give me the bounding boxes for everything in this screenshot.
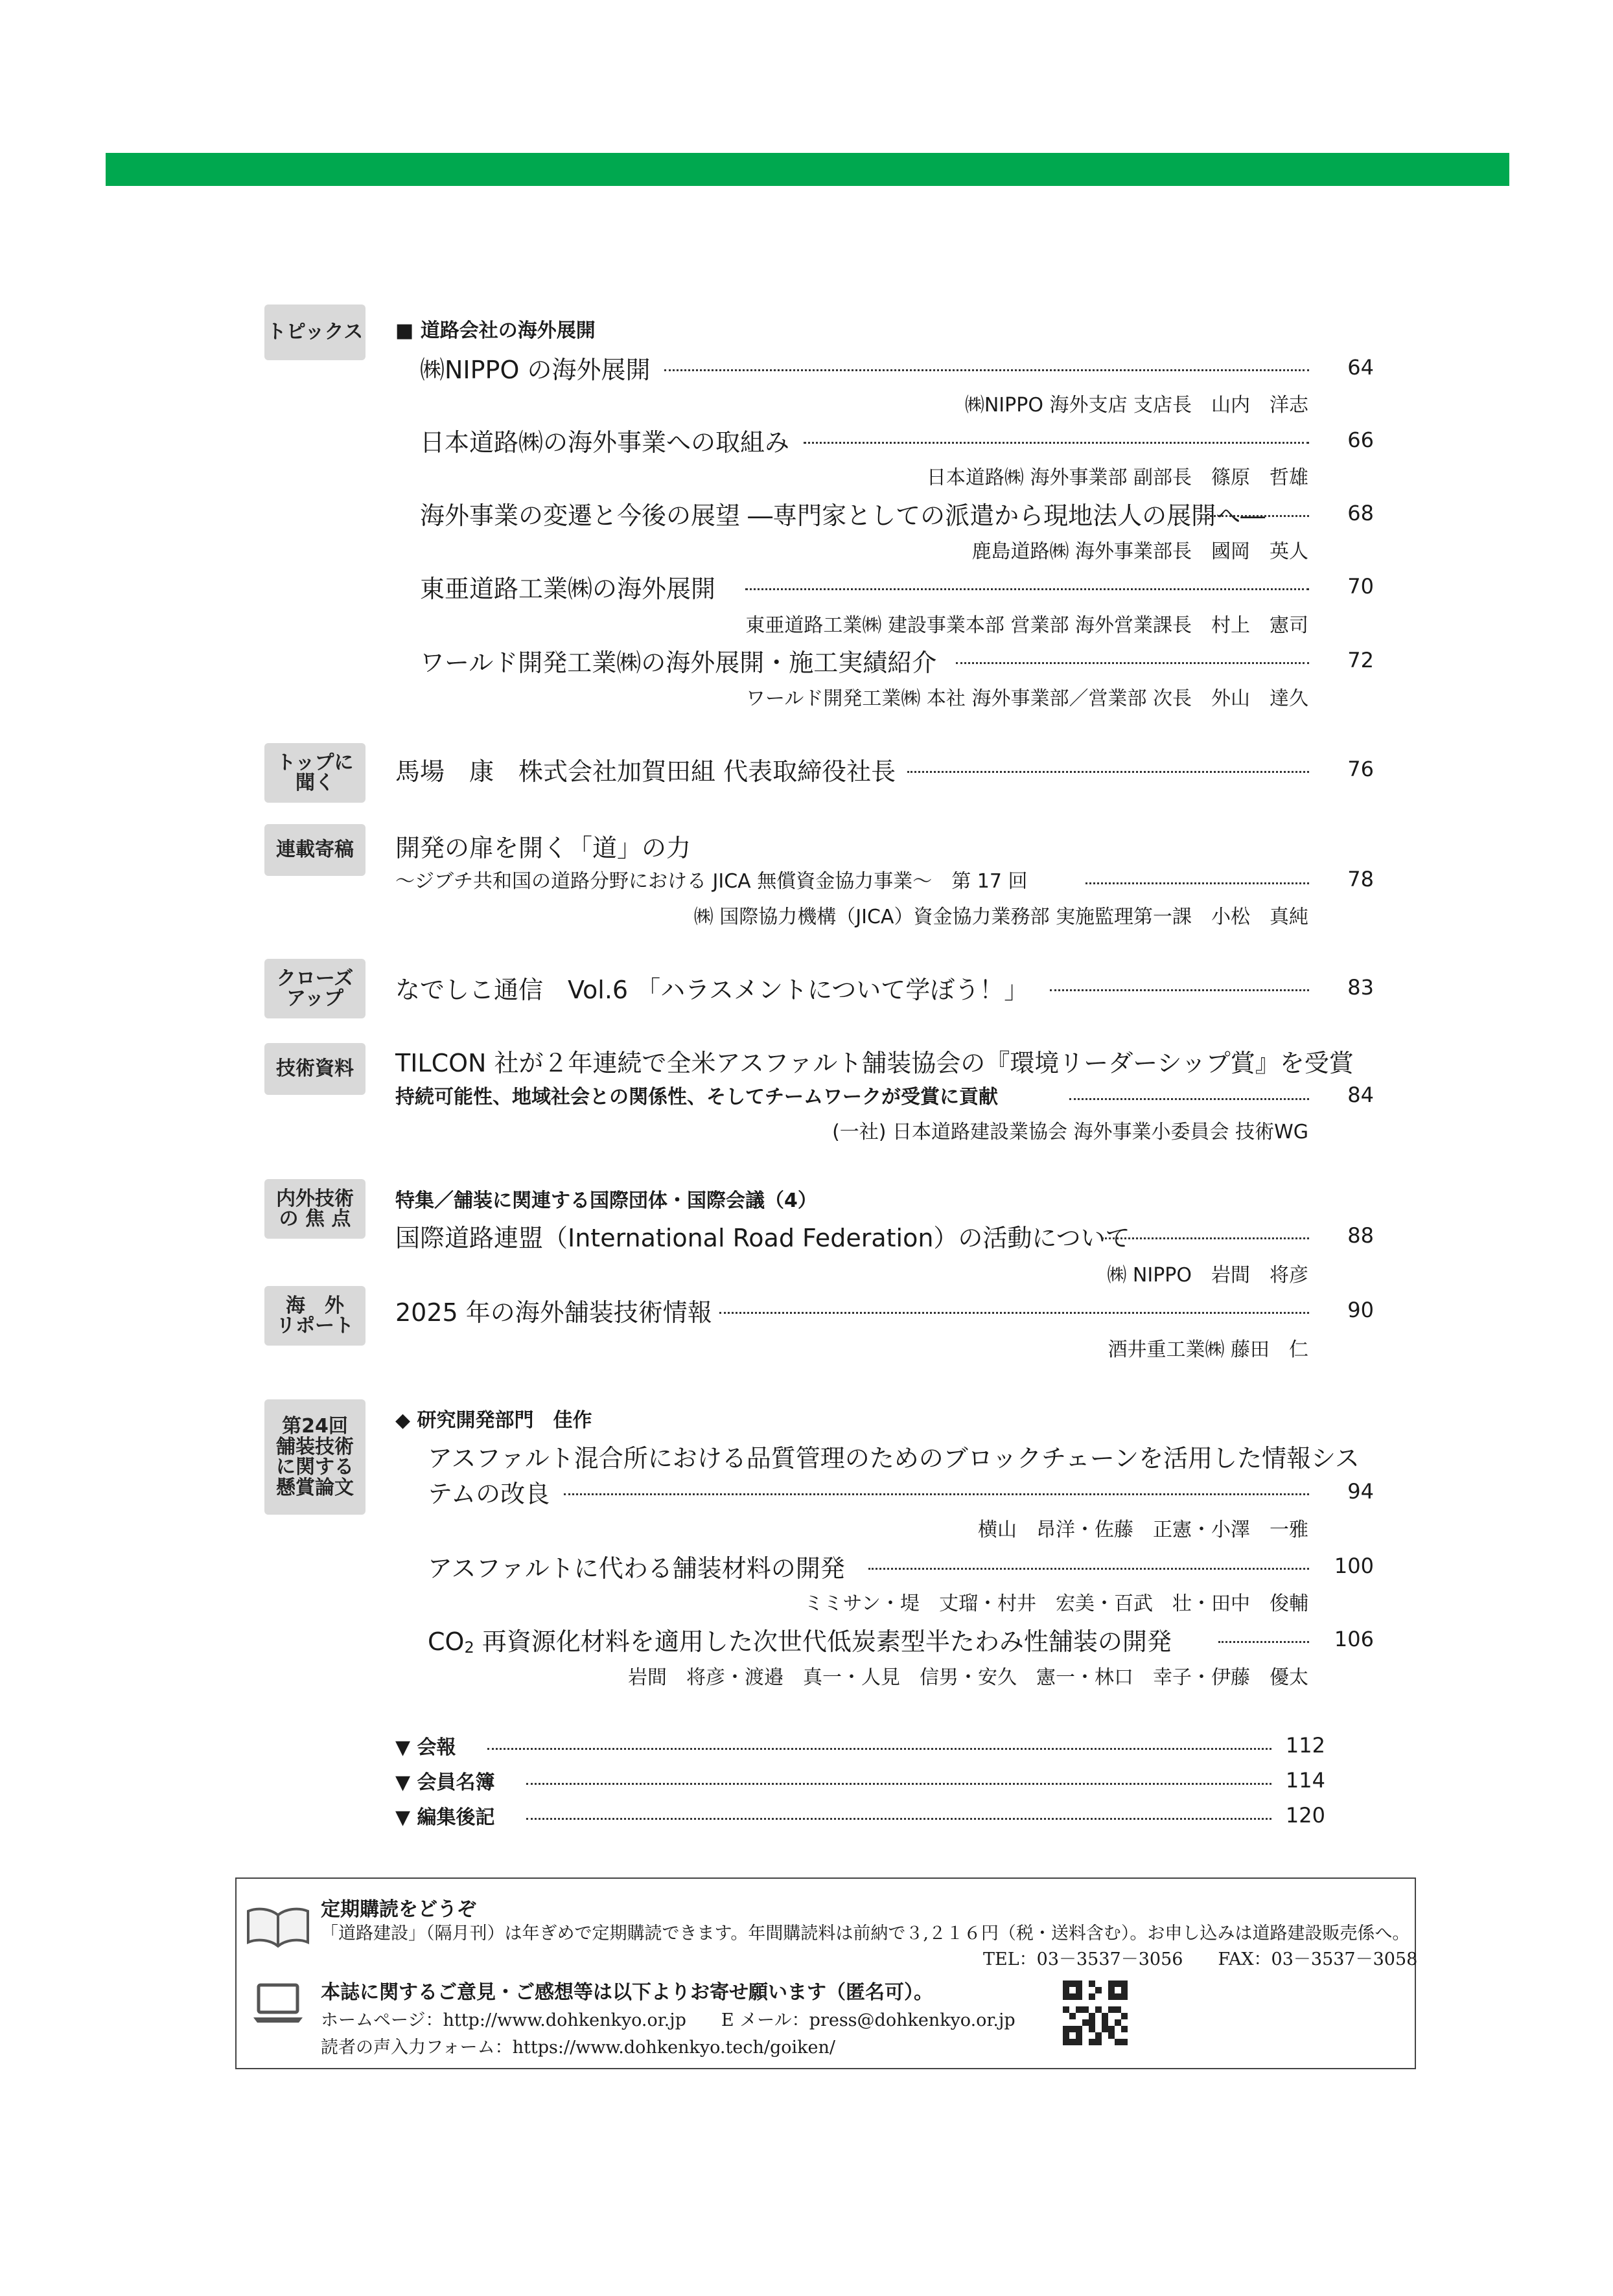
award-section-label: ◆ 研究開発部門 佳作 [395,1409,592,1432]
page-number: 94 [1347,1479,1374,1504]
leader-dots [487,1748,1271,1750]
category-interview: トップに 聞く [264,743,366,803]
toc-title[interactable] [428,1622,1172,1657]
toc-title[interactable]: 海外事業の変遷と今後の展望 ―専門家としての派遣から現地法人の展開へ― [420,501,1266,530]
header-green-bar [106,153,1509,186]
category-focus: 内外技術 の 焦 点 [264,1179,366,1239]
toc-author: 岩間 将彦・渡邉 真一・人見 信男・安久 憲一・林口 幸子・伊藤 優太 [628,1666,1308,1689]
toc-title[interactable]: ㈱NIPPO の海外展開 [420,356,651,384]
toc-author: 鹿島道路㈱ 海外事業部長 國岡 英人 [971,540,1308,563]
toc-author: 酒井重工業㈱ 藤田 仁 [1108,1338,1308,1361]
toc-title[interactable]: 日本道路㈱の海外事業への取組み [420,428,790,457]
page-number: 78 [1347,867,1374,891]
toc-author: ㈱ NIPPO 岩間 将彦 [1107,1264,1308,1287]
page-number: 114 [1285,1768,1325,1793]
misc-item[interactable]: ▼ 会報 [395,1736,456,1759]
laptop-icon [252,1981,304,2026]
toc-author: ワールド開発工業㈱ 本社 海外事業部／営業部 次長 外山 達久 [745,687,1308,710]
leader-dots [804,442,1309,444]
toc-author: ㈱ 国際協力機構（JICA）資金協力業務部 実施監理第一課 小松 真純 [693,906,1308,928]
leader-dots [907,771,1309,773]
page-number: 100 [1334,1554,1374,1578]
toc-title[interactable]: TILCON 社が２年連続で全米アスファルト舗装協会の『環境リーダーシップ賞』を受賞 [395,1049,1354,1077]
page-number: 112 [1285,1733,1325,1758]
page-number: 83 [1347,975,1374,1000]
toc-title[interactable]: アスファルト混合所における品質管理のためのブロックチェーンを活用した情報シス [428,1444,1360,1473]
toc-title[interactable]: 開発の扉を開く「道」の力 [395,834,691,862]
toc-title[interactable]: 東亜道路工業㈱の海外展開 [420,575,716,603]
page-number: 70 [1347,574,1374,599]
qr-code[interactable] [1063,1980,1128,2045]
toc-author: 東亜道路工業㈱ 建設事業本部 営業部 海外営業課長 村上 憲司 [745,614,1308,637]
toc-title[interactable]: アスファルトに代わる舗装材料の開発 [428,1554,845,1583]
subscription-contact: TEL：03－3537－3056 FAX：03－3537－3058 [983,1949,1418,1969]
leader-dots [1218,1641,1309,1643]
leader-dots [1069,1098,1309,1100]
page-number: 66 [1347,428,1374,452]
toc-author: (一社) 日本道路建設業協会 海外事業小委員会 技術WG [832,1121,1308,1143]
feedback-form-url[interactable]: 読者の声入力フォーム：https://www.dohkenkyo.tech/goiken/ [321,2038,835,2058]
category-closeup: クローズ アップ [264,959,366,1018]
page-number: 76 [1347,757,1374,781]
leader-dots [526,1783,1271,1785]
toc-title-co: CO [428,1627,465,1656]
leader-dots [1205,515,1309,517]
toc-title[interactable]: 馬場 康 株式会社加賀田組 代表取締役社長 [395,757,896,786]
page-number: 120 [1285,1803,1325,1828]
toc-title[interactable]: ワールド開発工業㈱の海外展開・施工実績紹介 [420,649,937,677]
category-topics: トピックス [264,304,366,360]
page-number: 88 [1347,1223,1374,1248]
toc-subtitle: 持続可能性、地域社会との関係性、そしてチームワークが受賞に貢献 [395,1086,998,1108]
subscription-text: 「道路建設」（隔月刊）は年ぎめで定期購読できます。年間購読料は前納で３,２１６円（税・送料含む）。お申し込みは道路建設販売係へ。 [321,1923,1410,1944]
misc-item[interactable]: ▼ 会員名簿 [395,1771,495,1794]
leader-dots [1085,882,1309,884]
leader-dots [526,1818,1271,1820]
page-number: 90 [1347,1298,1374,1322]
toc-title-line2[interactable]: テムの改良 [428,1480,550,1508]
misc-item[interactable]: ▼ 編集後記 [395,1806,495,1829]
category-technical: 技術資料 [264,1043,366,1095]
toc-author: 横山 昂洋・佐藤 正憲・小澤 一雅 [978,1519,1308,1541]
leader-dots [564,1493,1309,1495]
toc-section-label: 特集／舗装に関連する国際団体・国際会議（4） [395,1189,817,1212]
page-number: 72 [1347,648,1374,672]
toc-author: ミミサン・堤 丈瑠・村井 宏美・百武 壮・田中 俊輔 [804,1592,1308,1615]
feedback-heading: 本誌に関するご意見・ご感想等は以下よりお寄せ願います（匿名可）。 [321,1981,933,2004]
leader-dots [664,369,1309,371]
category-overseas: 海 外 リポート [264,1286,366,1346]
category-award: 第24回 舗装技術 に関する 懸賞論文 [264,1399,366,1515]
page-number: 68 [1347,501,1374,525]
toc-title[interactable]: なでしこ通信 Vol.6 「ハラスメントについて学ぼう！」 [395,976,1029,1004]
page-number: 84 [1347,1083,1374,1107]
open-book-icon [246,1903,310,1950]
page-number: 64 [1347,355,1374,380]
toc-title[interactable]: 2025 年の海外舗装技術情報 [395,1298,712,1327]
toc-subtitle: ～ジブチ共和国の道路分野における JICA 無償資金協力事業～ 第 17 回 [395,870,1028,893]
leader-dots [956,662,1309,664]
leader-dots [1102,1237,1309,1239]
toc-author: ㈱NIPPO 海外支店 支店長 山内 洋志 [964,394,1308,417]
leader-dots [868,1568,1309,1570]
toc-author: 日本道路㈱ 海外事業部 副部長 篠原 哲雄 [926,466,1308,489]
leader-dots [719,1312,1309,1314]
feedback-homepage[interactable]: ホームページ：http://www.dohkenkyo.or.jp E メール：press@dohkenkyo.or.jp [321,2010,1015,2030]
toc-title[interactable]: 国際道路連盟（International Road Federation）の活動について [395,1224,1130,1252]
subscription-info-box [235,1877,1416,2069]
subscription-heading: 定期購読をどうぞ [321,1898,476,1921]
toc-title-subscript: 2 [464,1638,474,1657]
leader-dots [745,588,1309,590]
category-serial: 連載寄稿 [264,824,366,876]
page-number: 106 [1334,1627,1374,1651]
toc-title-rest: 再資源化材料を適用した次世代低炭素型半たわみ性舗装の開発 [474,1627,1172,1656]
leader-dots [1050,989,1309,991]
topics-section-label: ■ 道路会社の海外展開 [395,319,596,342]
